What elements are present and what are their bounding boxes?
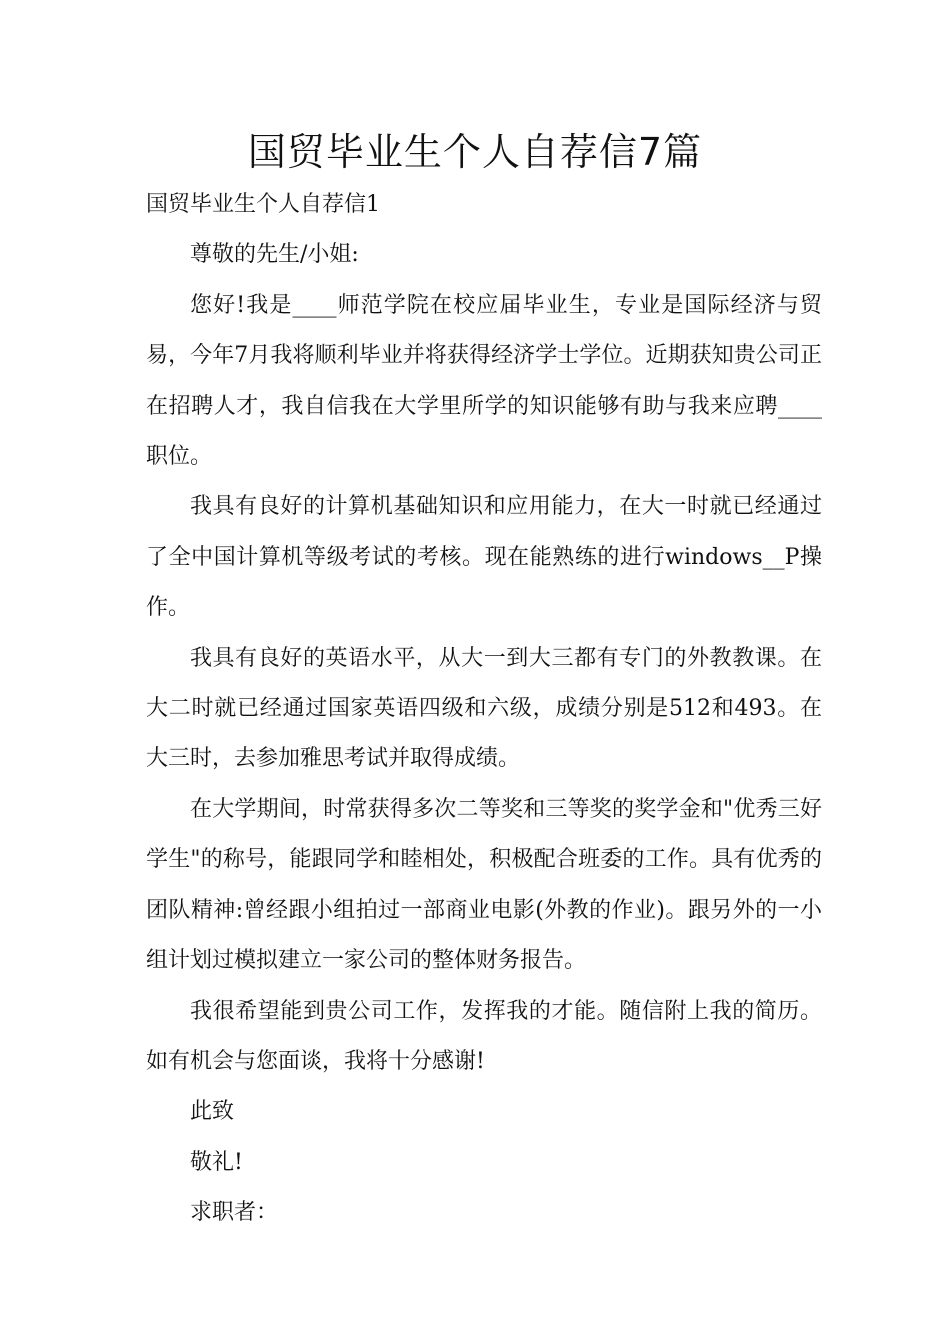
paragraph-university-experience: 在大学期间，时常获得多次二等奖和三等奖的奖学金和"优秀三好学生"的称号，能跟同学和睦相处，积极配合班委的工作。具有优秀的团队精神:曾经跟小组拍过一部商业电影(外教的作业)。跟另外的一小组计划过模拟建立一家公司的整体财务报告。 — [146, 796, 822, 974]
paragraph-intro: 您好!我是____师范学院在校应届毕业生，专业是国际经济与贸易，今年7月我将顺利毕业并将获得经济学士学位。近期获知贵公司正在招聘人才，我自信我在大学里所学的知识能够有助与我来应聘____职位。 — [146, 292, 822, 470]
closing-regards: 敬礼! — [190, 1149, 243, 1175]
section-heading: 国贸毕业生个人自荐信1 — [146, 192, 380, 217]
paragraph-english-skills: 我具有良好的英语水平，从大一到大三都有专门的外教教课。在大二时就已经通过国家英语四级和六级，成绩分别是512和493。在大三时，去参加雅思考试并取得成绩。 — [146, 645, 823, 772]
closing-salutation: 此致 — [190, 1099, 235, 1125]
signature-label: 求职者： — [190, 1200, 279, 1226]
document-body — [146, 180, 822, 1239]
document-title: 国贸毕业生个人自荐信7篇 — [247, 130, 703, 174]
greeting: 尊敬的先生/小姐: — [190, 242, 359, 268]
paragraph-closing-request: 我很希望能到贵公司工作，发挥我的才能。随信附上我的简历。如有机会与您面谈，我将十分感谢! — [146, 998, 822, 1074]
paragraph-computer-skills: 我具有良好的计算机基础知识和应用能力，在大一时就已经通过了全中国计算机等级考试的考核。现在能熟练的进行windows__P操作。 — [146, 494, 822, 621]
